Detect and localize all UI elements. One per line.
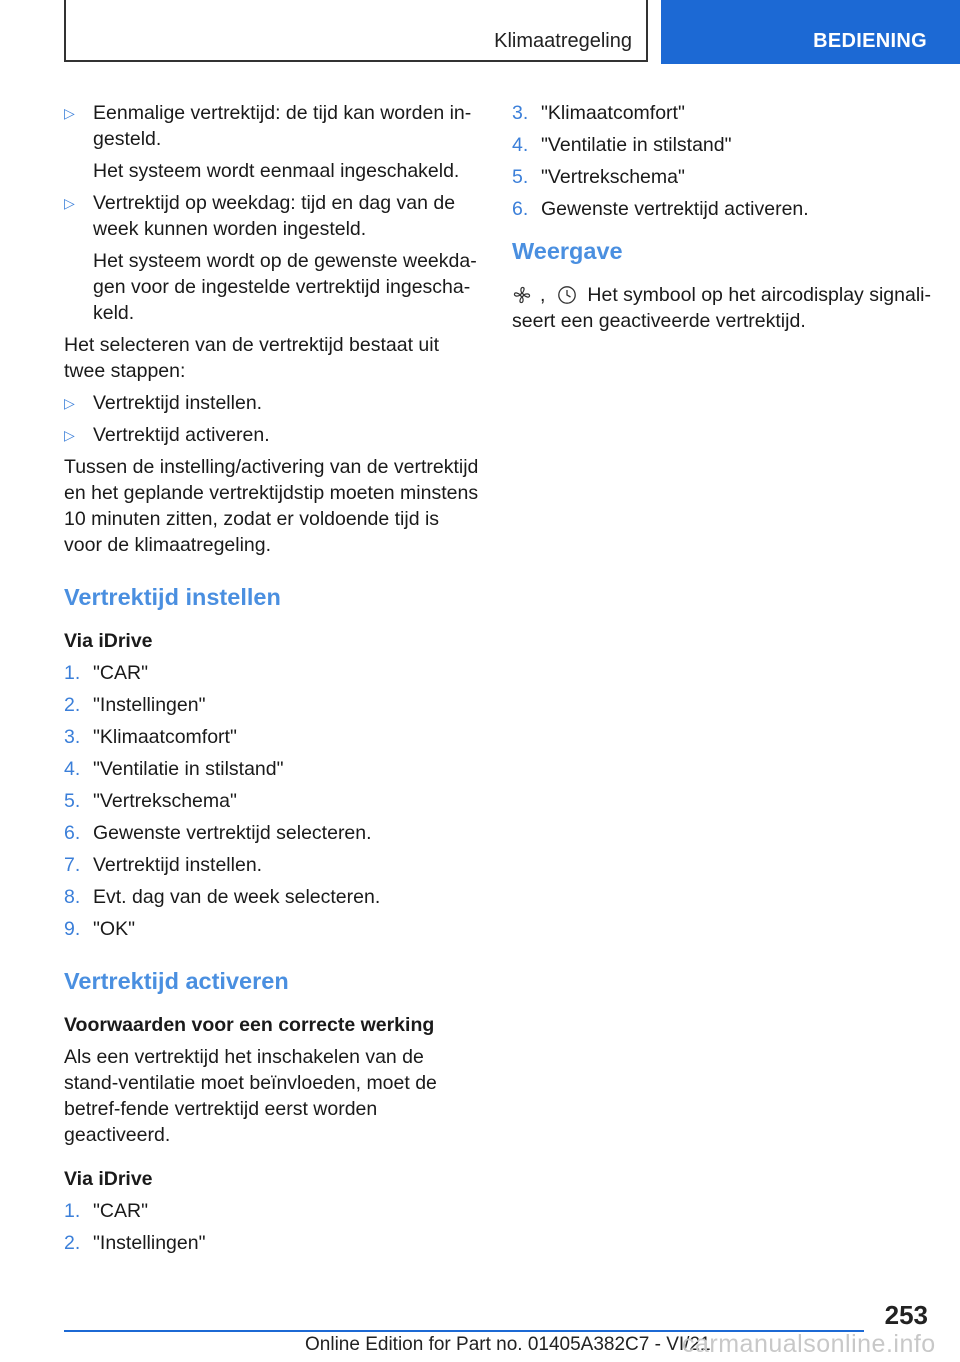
bullet-text: Eenmalige vertrektijd: de tijd kan worden in-gesteld. [93,102,472,150]
step-text: "CAR" [93,1200,149,1222]
fan-icon [512,285,532,305]
step-number: 3. [512,102,529,124]
right-column [512,100,932,340]
section-label: BEDIENING [813,30,927,52]
subheading: Via iDrive [64,630,153,652]
bullet-item [64,100,482,184]
step-text: "Klimaatcomfort" [93,726,237,748]
list-item [64,1230,482,1256]
step-text: Gewenste vertrektijd selecteren. [93,822,372,844]
step-number: 7. [64,854,81,876]
list-item [512,100,932,126]
step-number: 8. [64,886,81,908]
list-item [64,884,482,910]
step-number: 2. [64,1232,81,1254]
triangle-bullet-icon: ▷ [64,427,75,443]
list-item [64,724,482,750]
list-item [64,820,482,846]
step-text: "Ventilatie in stilstand" [93,758,284,780]
step-number: 4. [512,134,529,156]
step-number: 5. [512,166,529,188]
list-item [64,660,482,686]
clock-icon [557,285,577,305]
step-text: "CAR" [93,662,149,684]
list-item [64,916,482,942]
step-number: 1. [64,662,81,684]
bullet-item [64,190,482,326]
display-text: Het symbool op het aircodisplay signali- [587,284,932,306]
display-symbol-line [512,282,932,308]
edition-text: Online Edition for Part no. 01405A382C7 - VI/21 [305,1334,711,1355]
step-number: 5. [64,790,81,812]
step-text: "Vertrekschema" [93,790,237,812]
step-number: 3. [64,726,81,748]
list-item [512,132,932,158]
bullet-item [64,422,482,448]
watermark: carmanualsonline.info [682,1330,936,1358]
paragraph: Als een vertrektijd het inschakelen van de stand-ventilatie moet beïnvloeden, moet de betref-fende vertrektijd eerst worden geactiveerd. [64,1046,437,1146]
list-item [64,1198,482,1224]
bullet-detail: Het systeem wordt op de gewenste weekda-gen voor de ingestelde vertrektijd ingescha-keld. [93,250,477,324]
step-number: 1. [64,1200,81,1222]
paragraph: Tussen de instelling/activering van de vertrektijd en het geplande vertrektijdstip moeten minstens 10 minuten zitten, zodat er voldoende tijd is voor de klimaatregeling. [64,456,479,556]
page-number: 253 [884,1300,928,1330]
step-number: 4. [64,758,81,780]
list-item [64,788,482,814]
bullet-item [64,390,482,416]
bullet-text: Vertrektijd op weekdag: tijd en dag van de week kunnen worden ingesteld. [93,192,456,240]
chapter-title: Klimaatregeling [494,30,632,52]
section-heading: Weergave [512,238,623,264]
step-number: 2. [64,694,81,716]
steps-list [64,1198,482,1256]
list-item [64,692,482,718]
triangle-bullet-icon: ▷ [64,395,75,411]
step-number: 6. [512,198,529,220]
paragraph: Het selecteren van de vertrektijd bestaat uit twee stappen: [64,334,440,382]
display-text: seert een geactiveerde vertrektijd. [512,310,806,332]
bullet-detail: Het systeem wordt eenmaal ingeschakeld. [93,160,460,182]
chapter-box [64,0,648,62]
step-text: "Instellingen" [93,694,206,716]
step-number: 6. [64,822,81,844]
page-header [0,0,960,66]
step-number: 9. [64,918,81,940]
subheading: Via iDrive [64,1168,153,1190]
steps-list [512,100,932,222]
section-tab [661,0,960,64]
step-text: "OK" [93,918,136,940]
subheading: Voorwaarden voor een correcte werking [64,1014,435,1036]
triangle-bullet-icon: ▷ [64,195,75,211]
bullet-text: Vertrektijd activeren. [93,424,270,446]
step-text: Vertrektijd instellen. [93,854,263,876]
step-text: Evt. dag van de week selecteren. [93,886,381,908]
step-text: "Vertrekschema" [541,166,685,188]
steps-list [64,660,482,942]
left-column [64,100,482,1262]
list-item [64,852,482,878]
section-heading: Vertrektijd instellen [64,584,281,610]
section-heading: Vertrektijd activeren [64,968,289,994]
icon-separator: , [540,284,546,306]
bullet-text: Vertrektijd instellen. [93,392,263,414]
list-item [64,756,482,782]
step-text: "Klimaatcomfort" [541,102,685,124]
step-text: "Instellingen" [93,1232,206,1254]
step-text: "Ventilatie in stilstand" [541,134,732,156]
step-text: Gewenste vertrektijd activeren. [541,198,809,220]
list-item [512,164,932,190]
list-item [512,196,932,222]
triangle-bullet-icon: ▷ [64,105,75,121]
